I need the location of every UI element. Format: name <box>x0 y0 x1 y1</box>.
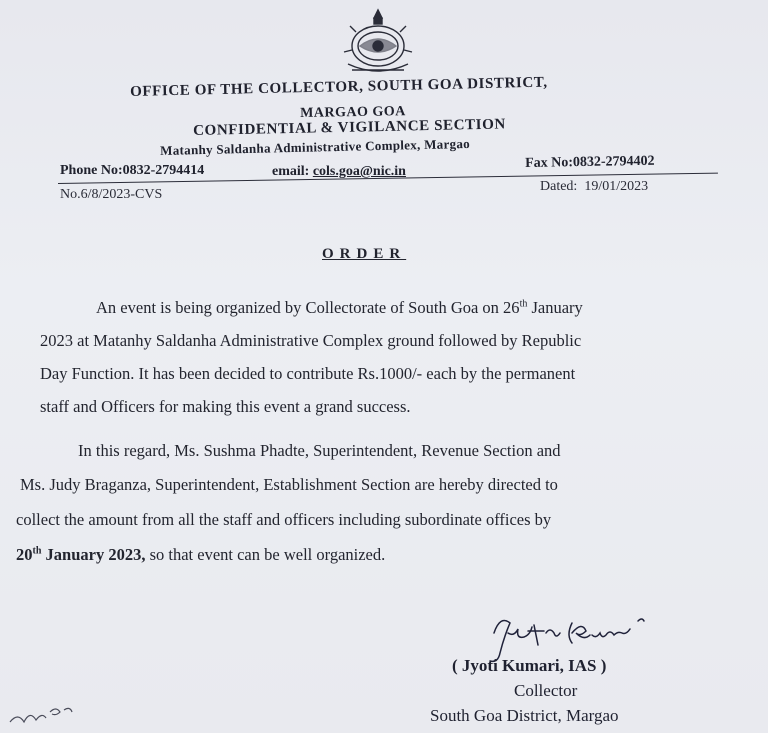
email-label: email: <box>272 164 310 179</box>
office-heading: OFFICE OF THE COLLECTOR, SOUTH GOA DISTRICT, <box>130 74 548 100</box>
email-address[interactable]: cols.goa@nic.in <box>312 164 406 179</box>
para2-line1: In this regard, Ms. Sushma Phadte, Superintendent, Revenue Section and <box>78 441 561 460</box>
phone-number: Phone No:0832-2794414 <box>60 163 205 178</box>
para1-line1-tail: January <box>527 298 583 317</box>
para2-line4 <box>16 545 385 565</box>
signatory-office: South Goa District, Margao <box>430 706 619 725</box>
state-emblem-icon <box>338 6 418 80</box>
signatory-name: ( Jyoti Kumari, IAS ) <box>452 656 607 675</box>
para2-date-text: January 2023, <box>41 545 146 564</box>
dated-label: Dated: <box>540 179 578 194</box>
para2-date-number: 20 <box>16 545 33 564</box>
margin-scrawl-icon <box>6 702 86 730</box>
order-title: ORDER <box>322 246 407 262</box>
complex-address: Matanhy Saldanha Administrative Complex, Margao <box>160 135 471 158</box>
dated-value: 19/01/2023 <box>584 179 649 194</box>
signatory-designation: Collector <box>514 681 578 700</box>
dated-line <box>540 179 648 195</box>
para1-line4: staff and Officers for making this event a grand success. <box>40 397 411 416</box>
para2-line3: collect the amount from all the staff and officers including subordinate offices by <box>16 510 552 529</box>
section-heading: CONFIDENTIAL & VIGILANCE SECTION <box>193 116 507 139</box>
para1-line1 <box>96 298 583 318</box>
location-heading: MARGAO GOA <box>300 104 406 121</box>
para1-line1-sup: th <box>519 298 528 310</box>
reference-number: No.6/8/2023-CVS <box>60 187 163 202</box>
para1-line3: Day Function. It has been decided to contribute Rs.1000/- each by the permanent <box>40 364 576 383</box>
para1-line2: 2023 at Matanhy Saldanha Administrative Complex ground followed by Republic <box>40 331 582 350</box>
para2-date-sup: th <box>32 545 42 557</box>
para2-line2: Ms. Judy Braganza, Superintendent, Establishment Section are hereby directed to <box>20 475 558 494</box>
para2-line4-tail: so that event can be well organized. <box>145 545 386 564</box>
para1-line1-text: An event is being organized by Collectorate of South Goa on 26 <box>96 298 520 317</box>
fax-number: Fax No:0832-2794402 <box>525 153 655 171</box>
